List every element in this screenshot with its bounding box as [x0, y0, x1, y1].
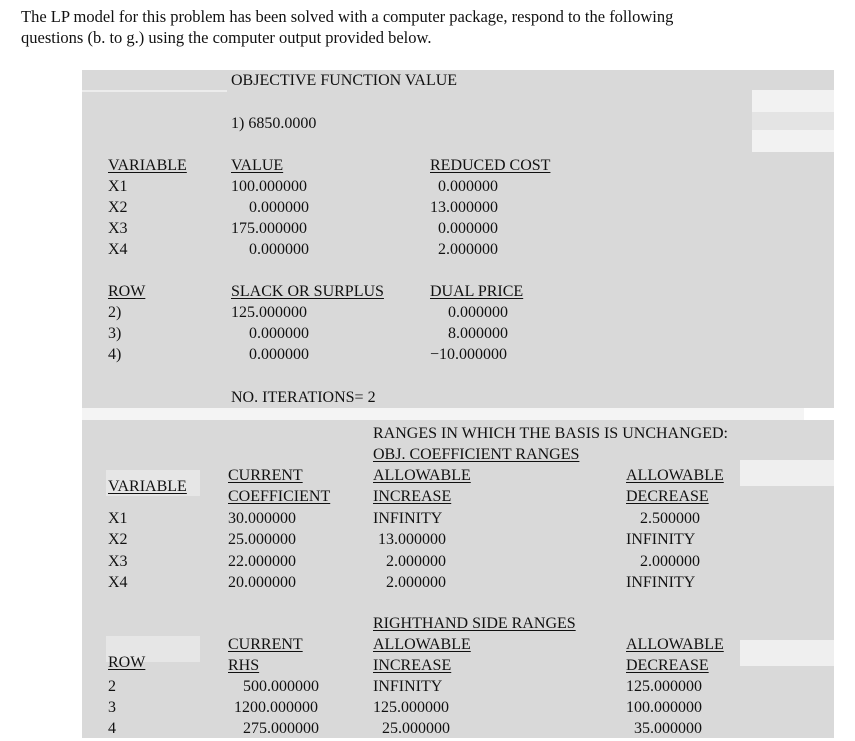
variable-name: X2 — [108, 199, 128, 216]
rhs-current-header-1: CURRENT — [228, 636, 303, 653]
obj-increase-header-1: ALLOWABLE — [373, 467, 471, 484]
obj-range-increase: 2.000000 — [386, 553, 446, 570]
variable-name: X3 — [108, 220, 128, 237]
reduced-cost-header: REDUCED COST — [430, 157, 551, 174]
variable-name: X4 — [108, 241, 128, 258]
dual-price-header: DUAL PRICE — [430, 283, 524, 300]
obj-range-current: 22.000000 — [228, 553, 296, 570]
rhs-current: 1200.000000 — [234, 699, 318, 716]
rhs-decrease-header-2: DECREASE — [626, 657, 709, 674]
row-slack: 0.000000 — [249, 325, 309, 342]
obj-decrease-header-2: DECREASE — [626, 488, 709, 505]
variable-value: 100.000000 — [231, 178, 307, 195]
rhs-row: 4 — [108, 720, 116, 737]
row-dual-price: 0.000000 — [448, 304, 508, 321]
row-header: ROW — [108, 283, 146, 300]
rhs-row-header: ROW — [108, 654, 146, 671]
rhs-decrease: 35.000000 — [634, 720, 702, 737]
row-number: 3) — [108, 325, 122, 342]
variable-value: 175.000000 — [231, 220, 307, 237]
slack-surplus-header: SLACK OR SURPLUS — [231, 283, 384, 300]
variable-name: X1 — [108, 178, 128, 195]
obj-range-increase: INFINITY — [373, 510, 443, 527]
obj-current-header-2: COEFFICIENT — [228, 488, 331, 505]
panel-stripe — [752, 130, 834, 152]
row-dual-price: 8.000000 — [448, 325, 508, 342]
obj-range-decrease: 2.000000 — [640, 553, 700, 570]
obj-range-increase: 2.000000 — [386, 574, 446, 591]
intro-line-2: questions (b. to g.) using the computer output provided below. — [21, 28, 432, 47]
rhs-decrease: 125.000000 — [626, 678, 702, 695]
obj-range-variable: X2 — [108, 531, 128, 548]
objective-heading: OBJECTIVE FUNCTION VALUE — [231, 72, 458, 89]
rhs-current: 500.000000 — [243, 678, 319, 695]
obj-range-current: 30.000000 — [228, 510, 296, 527]
row-dual-price: −10.000000 — [430, 346, 508, 363]
panel-stripe — [740, 460, 834, 486]
row-slack: 125.000000 — [231, 304, 307, 321]
objective-value: 1) 6850.0000 — [231, 115, 317, 132]
variable-value: 0.000000 — [249, 199, 309, 216]
obj-range-current: 20.000000 — [228, 574, 296, 591]
row-slack: 0.000000 — [249, 346, 309, 363]
rhs-increase: 125.000000 — [373, 699, 449, 716]
ranges-heading: RANGES IN WHICH THE BASIS IS UNCHANGED: — [373, 425, 728, 442]
intro-text — [21, 6, 841, 48]
panel-stripe — [752, 90, 834, 112]
variable-reduced-cost: 2.000000 — [438, 241, 498, 258]
variable-value: 0.000000 — [249, 241, 309, 258]
obj-range-variable: X4 — [108, 574, 128, 591]
panel-stripe — [82, 90, 227, 92]
rhs-increase: 25.000000 — [382, 720, 450, 737]
value-header: VALUE — [231, 157, 284, 174]
rhs-row: 3 — [108, 699, 116, 716]
variable-reduced-cost: 13.000000 — [430, 199, 498, 216]
obj-variable-header: VARIABLE — [108, 478, 187, 495]
obj-range-decrease: 2.500000 — [640, 510, 700, 527]
obj-coefficient-ranges-heading: OBJ. COEFFICIENT RANGES — [373, 446, 580, 463]
panel-stripe — [740, 640, 834, 666]
row-number: 2) — [108, 304, 122, 321]
obj-increase-header-2: INCREASE — [373, 488, 452, 505]
rhs-increase: INFINITY — [373, 678, 443, 695]
obj-range-current: 25.000000 — [228, 531, 296, 548]
obj-current-header-1: CURRENT — [228, 467, 303, 484]
obj-range-decrease: INFINITY — [626, 531, 696, 548]
obj-decrease-header-1: ALLOWABLE — [626, 467, 724, 484]
variable-reduced-cost: 0.000000 — [438, 220, 498, 237]
rhs-increase-header-1: ALLOWABLE — [373, 636, 471, 653]
rhs-current: 275.000000 — [243, 720, 319, 737]
obj-range-increase: 13.000000 — [378, 531, 446, 548]
rhs-decrease: 100.000000 — [626, 699, 702, 716]
rhs-decrease-header-1: ALLOWABLE — [626, 636, 724, 653]
obj-range-variable: X3 — [108, 553, 128, 570]
obj-range-decrease: INFINITY — [626, 574, 696, 591]
panel-gap — [82, 408, 804, 420]
variable-reduced-cost: 0.000000 — [438, 178, 498, 195]
variable-header: VARIABLE — [108, 157, 187, 174]
panel-stripe — [752, 112, 834, 130]
rhs-ranges-heading: RIGHTHAND SIDE RANGES — [373, 615, 576, 632]
rhs-increase-header-2: INCREASE — [373, 657, 452, 674]
rhs-row: 2 — [108, 678, 116, 695]
intro-line-1: The LP model for this problem has been solved with a computer package, respond to the following — [21, 7, 674, 26]
rhs-current-header-2: RHS — [228, 657, 260, 674]
obj-range-variable: X1 — [108, 510, 128, 527]
iterations-count: NO. ITERATIONS= 2 — [231, 389, 376, 406]
row-number: 4) — [108, 346, 122, 363]
